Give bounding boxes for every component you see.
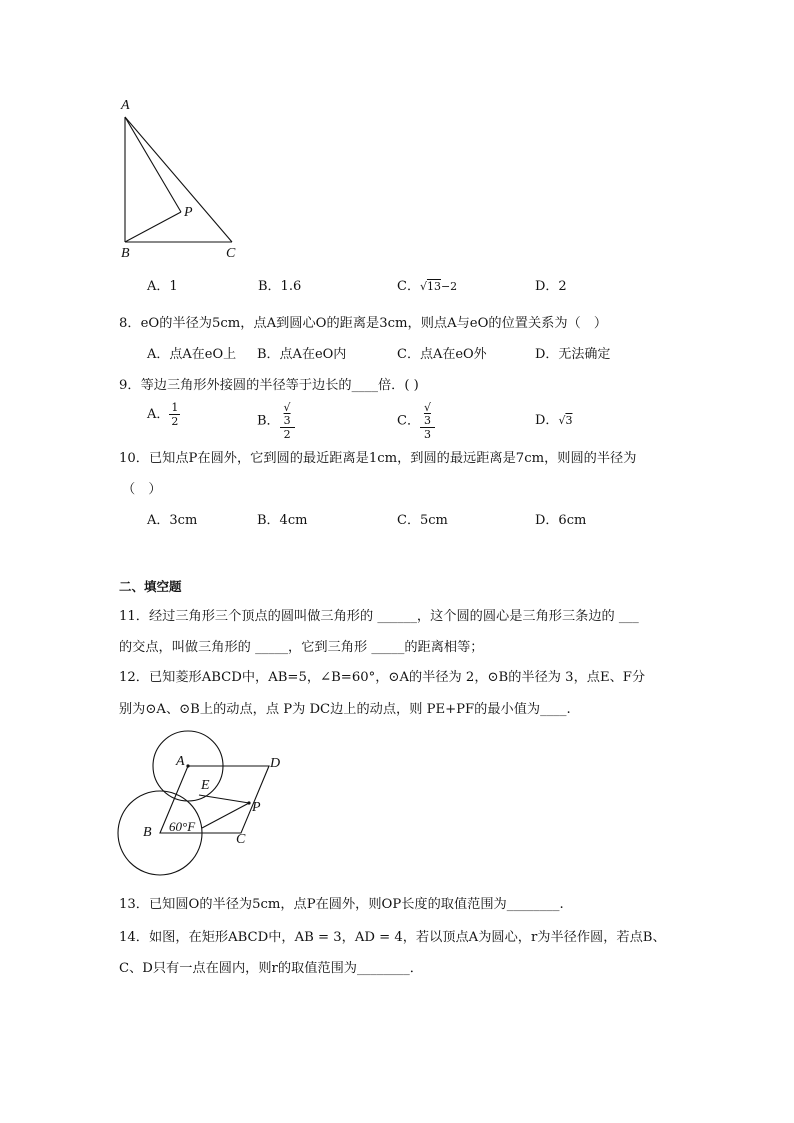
label-C2: C (236, 832, 246, 847)
q7-option-c: C．√13−2 (397, 279, 458, 294)
q8-option-c: C．点A在eO外 (397, 347, 487, 362)
q11-line1: 11．经过三角形三个顶点的圆叫做三角形的 ______，这个圆的圆心是三角形三条边的 ___ (119, 609, 639, 624)
label-A2: A (176, 754, 185, 769)
q8-option-d: D．无法确定 (535, 347, 611, 362)
q9-option-a: A． $\frac{1}{2}$ (147, 401, 179, 428)
q10-option-b: B．4cm (257, 513, 308, 528)
q7-option-a: A．1 (147, 279, 178, 294)
label-B: B (121, 246, 130, 261)
label-D2: D (270, 756, 281, 771)
label-A: A (121, 98, 130, 113)
q14-line2: C、D只有一点在圆内，则r的取值范围为________． (119, 961, 423, 976)
label-angle: 60°F (169, 819, 196, 834)
rhombus-figure (112, 725, 292, 880)
q11-line2: 的交点，叫做三角形的 _____，它到三角形 _____的距离相等； (119, 640, 484, 655)
q10-option-a: A．3cm (147, 513, 198, 528)
triangle-figure (112, 94, 252, 264)
q10-option-d: D．6cm (535, 513, 587, 528)
q8-stem: 8．eO的半径为5cm，点A到圆心O的距离是3cm，则点A与eO的位置关系为（ ） (119, 316, 608, 331)
q12-line2: 别为⊙A、⊙B上的动点，点 P为 DC边上的动点，则 PE+PF的最小值为____. (119, 702, 571, 717)
q8-option-a: A．点A在eO上 (147, 347, 237, 362)
q10-option-c: C．5cm (397, 513, 448, 528)
q13-stem: 13．已知圆O的半径为5cm，点P在圆外，则OP长度的取值范围为________. (119, 897, 564, 912)
label-E2: E (201, 778, 210, 793)
section-title: 二、填空题 (119, 579, 182, 594)
label-B2: B (143, 825, 152, 840)
q9-stem: 9．等边三角形外接圆的半径等于边长的____倍．( ) (119, 378, 419, 393)
q8-option-b: B．点A在eO内 (257, 347, 347, 362)
q9-option-d: D．√3 (535, 413, 573, 428)
q10-stem-line2: （ ） (122, 482, 162, 497)
q7-option-d: D．2 (535, 279, 567, 294)
label-P2: P (252, 800, 261, 815)
q9-option-b: B． √ 3 2 (257, 401, 295, 441)
q10-stem-line1: 10．已知点P在圆外，它到圆的最近距离是1cm，到圆的最远距离是7cm，则圆的半径为 (119, 451, 637, 466)
q7-option-b: B．1.6 (258, 279, 302, 294)
label-P: P (184, 205, 193, 220)
q14-line1: 14．如图，在矩形ABCD中，AB = 3，AD = 4，若以顶点A为圆心，r为半径作圆，若点B、 (119, 930, 666, 945)
q12-line1: 12．已知菱形ABCD中，AB=5，∠B=60°，⊙A的半径为 2，⊙B的半径为 3，点E、F分 (119, 670, 646, 685)
label-C: C (226, 246, 236, 261)
q9-option-c: C． √ 3 3 (397, 401, 435, 441)
